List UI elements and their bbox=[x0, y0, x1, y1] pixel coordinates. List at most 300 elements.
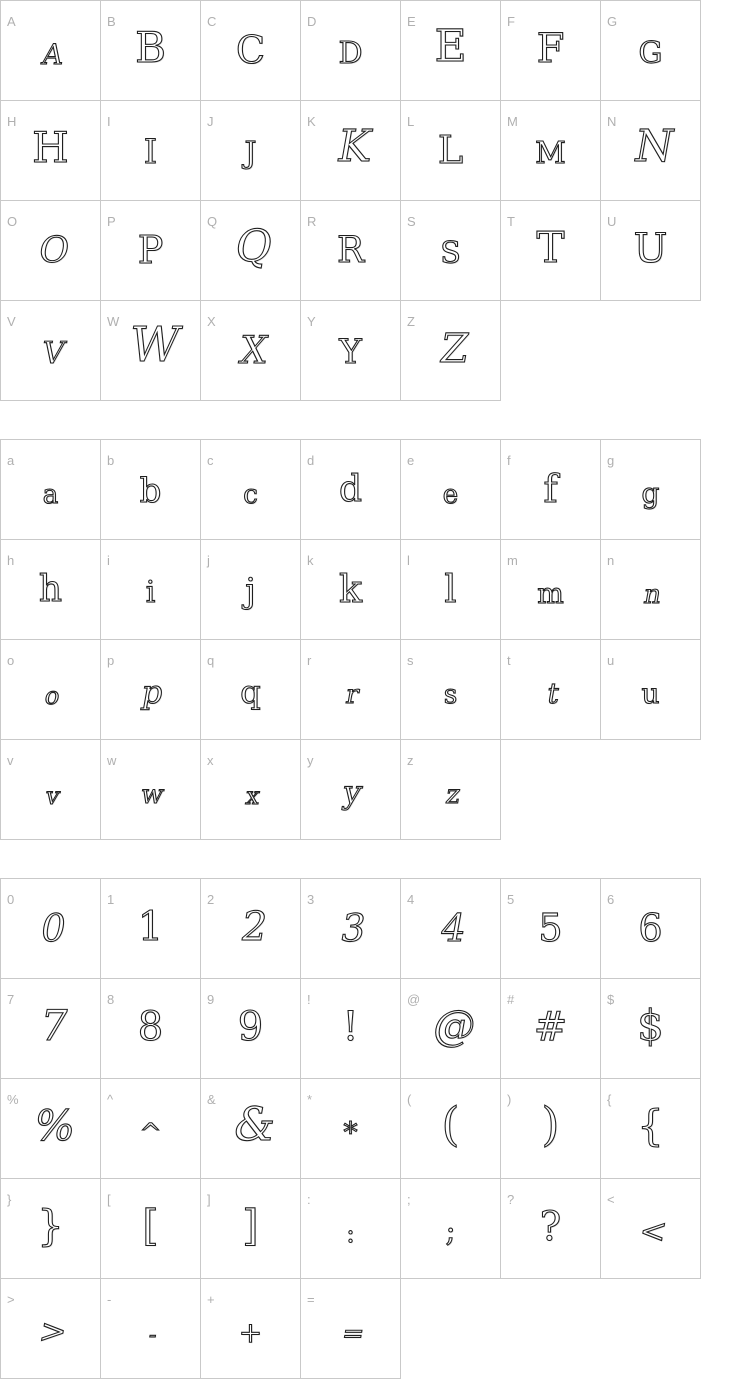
glyph-preview: j bbox=[245, 571, 256, 611]
glyph-cell-label: z bbox=[407, 753, 414, 768]
glyph-cell-label: T bbox=[507, 214, 515, 229]
glyph-cell-label: I bbox=[107, 114, 111, 129]
glyph-preview-box bbox=[401, 101, 500, 172]
glyph-preview-box bbox=[601, 440, 700, 508]
glyph-preview: s bbox=[443, 680, 458, 710]
glyph-preview: O bbox=[35, 230, 73, 271]
glyph-cell bbox=[1, 540, 101, 640]
glyph-cell bbox=[401, 640, 501, 740]
glyph-preview-box bbox=[401, 979, 500, 1050]
glyph-preview: 5 bbox=[538, 906, 563, 950]
glyph-cell-label: u bbox=[607, 653, 615, 668]
glyph-cell bbox=[201, 101, 301, 201]
glyph-preview: f bbox=[543, 467, 558, 511]
glyph-cell bbox=[101, 1, 201, 101]
glyph-cell-label: H bbox=[7, 114, 17, 129]
glyph-cell bbox=[301, 1, 401, 101]
glyph-cell bbox=[501, 101, 601, 201]
glyph-preview: v bbox=[43, 782, 62, 810]
glyph-cell bbox=[1, 1179, 101, 1279]
glyph-cell-label: w bbox=[107, 753, 117, 768]
glyph-cell-label: b bbox=[107, 453, 115, 468]
glyph-cell bbox=[401, 440, 501, 540]
glyph-preview: a bbox=[42, 480, 59, 510]
glyph-cell-label: h bbox=[7, 553, 15, 568]
glyph-cell bbox=[201, 540, 301, 640]
glyph-preview-box bbox=[501, 201, 600, 272]
glyph-preview: q bbox=[240, 673, 261, 711]
glyph-preview: N bbox=[630, 121, 679, 172]
glyph-preview-box bbox=[301, 440, 400, 508]
glyph-preview-box bbox=[401, 201, 500, 269]
glyph-preview-box bbox=[301, 201, 400, 269]
glyph-preview-box bbox=[601, 1179, 700, 1250]
glyph-preview-box bbox=[101, 640, 200, 711]
glyph-preview-box bbox=[601, 979, 700, 1050]
glyph-preview: S bbox=[440, 236, 461, 271]
glyph-preview: $ bbox=[637, 1001, 664, 1050]
glyph-preview: P bbox=[137, 228, 164, 272]
glyph-cell bbox=[301, 201, 401, 301]
glyph-preview-box bbox=[1, 740, 100, 808]
glyph-preview: o bbox=[42, 682, 63, 710]
glyph-cell-label: } bbox=[7, 1192, 12, 1207]
glyph-preview-box bbox=[601, 640, 700, 708]
glyph-preview: > bbox=[36, 1312, 71, 1350]
glyph-preview-box bbox=[1, 440, 100, 508]
glyph-cell-label: < bbox=[607, 1192, 615, 1207]
glyph-preview: I bbox=[143, 132, 158, 172]
glyph-preview-box bbox=[401, 301, 500, 372]
glyph-preview-box bbox=[201, 440, 300, 508]
glyph-preview-box bbox=[301, 979, 400, 1050]
glyph-cell-label: P bbox=[107, 214, 116, 229]
glyph-cell bbox=[301, 640, 401, 740]
glyph-cell-label: > bbox=[7, 1292, 15, 1307]
glyph-cell-label: [ bbox=[107, 1192, 111, 1207]
glyph-preview-box bbox=[101, 740, 200, 808]
glyph-cell bbox=[601, 540, 701, 640]
glyph-cell-label: l bbox=[407, 553, 410, 568]
glyph-cell-label: 8 bbox=[107, 992, 115, 1007]
glyph-cell bbox=[301, 879, 401, 979]
glyph-cell bbox=[201, 440, 301, 540]
glyph-cell-label: 9 bbox=[207, 992, 215, 1007]
glyph-preview: k bbox=[338, 567, 363, 611]
glyph-cell bbox=[301, 740, 401, 840]
glyph-preview-box bbox=[101, 540, 200, 608]
glyph-preview-box bbox=[101, 201, 200, 272]
glyph-cell-label: c bbox=[207, 453, 214, 468]
glyph-preview: J bbox=[244, 136, 257, 171]
glyph-cell-label: M bbox=[507, 114, 518, 129]
glyph-cell bbox=[301, 540, 401, 640]
glyph-cell bbox=[501, 1179, 601, 1279]
glyph-cell bbox=[401, 1, 501, 101]
glyph-preview: [ bbox=[142, 1201, 159, 1250]
glyph-cell bbox=[201, 1079, 301, 1179]
glyph-cell-label: n bbox=[607, 553, 615, 568]
glyph-cell-label: + bbox=[207, 1292, 215, 1307]
glyph-cell-label: o bbox=[7, 653, 15, 668]
glyph-preview: b bbox=[139, 471, 162, 511]
glyph-cell bbox=[501, 440, 601, 540]
glyph-cell-label: S bbox=[407, 214, 416, 229]
glyph-cell-label: : bbox=[307, 1192, 311, 1207]
glyph-cell-label: = bbox=[307, 1292, 315, 1307]
glyph-cell-label: ? bbox=[507, 1192, 515, 1207]
glyph-preview: r bbox=[343, 680, 362, 710]
glyph-preview-box bbox=[101, 440, 200, 511]
glyph-preview: c bbox=[243, 480, 258, 510]
glyph-preview: F bbox=[536, 26, 565, 72]
glyph-preview: R bbox=[336, 230, 365, 271]
glyph-preview-box bbox=[201, 640, 300, 711]
glyph-preview: l bbox=[444, 567, 457, 611]
glyph-cell-label: G bbox=[607, 14, 618, 29]
glyph-preview-box bbox=[201, 879, 300, 950]
glyph-cell-label: ! bbox=[307, 992, 311, 1007]
glyph-cell-label: x bbox=[207, 753, 214, 768]
glyph-cell-label: { bbox=[607, 1092, 612, 1107]
glyph-preview-box bbox=[1, 1279, 100, 1350]
glyph-preview-box bbox=[301, 1079, 400, 1147]
glyph-preview-box bbox=[201, 301, 300, 372]
glyph-cell-label: Z bbox=[407, 314, 415, 329]
glyph-preview: e bbox=[442, 480, 459, 510]
glyph-preview-box bbox=[601, 879, 700, 950]
glyph-cell bbox=[101, 740, 201, 840]
glyph-preview: ( bbox=[441, 1097, 460, 1151]
glyph-preview-box bbox=[201, 740, 300, 808]
glyph-preview-box bbox=[501, 440, 600, 511]
glyph-preview: 0 bbox=[37, 906, 70, 950]
glyph-cell bbox=[101, 979, 201, 1079]
glyph-preview-box bbox=[1, 301, 100, 369]
glyph-cell-label: 4 bbox=[407, 892, 415, 907]
glyph-cell-label: L bbox=[407, 114, 415, 129]
glyph-preview-box bbox=[501, 1179, 600, 1250]
glyph-preview-box bbox=[601, 1079, 700, 1150]
glyph-preview-box bbox=[401, 540, 500, 611]
glyph-preview-box bbox=[301, 301, 400, 372]
glyph-cell bbox=[101, 640, 201, 740]
glyph-cell bbox=[201, 879, 301, 979]
glyph-preview-box bbox=[201, 1279, 300, 1347]
glyph-cell bbox=[201, 1179, 301, 1279]
glyph-preview-box bbox=[501, 1079, 600, 1151]
glyph-preview: = bbox=[339, 1319, 367, 1349]
glyph-preview: ) bbox=[541, 1097, 560, 1151]
glyph-preview: ^ bbox=[139, 1119, 162, 1149]
glyph-cell bbox=[601, 640, 701, 740]
glyph-cell bbox=[601, 1179, 701, 1279]
glyph-preview: i bbox=[145, 575, 156, 610]
glyph-cell bbox=[401, 301, 501, 401]
glyph-preview: & bbox=[229, 1097, 280, 1151]
glyph-preview: - bbox=[146, 1323, 159, 1348]
glyph-preview-box bbox=[401, 1179, 500, 1247]
glyph-cell bbox=[201, 301, 301, 401]
glyph-preview: t bbox=[544, 677, 562, 710]
glyph-cell bbox=[601, 201, 701, 301]
glyph-preview: D bbox=[338, 36, 363, 71]
glyph-preview-box bbox=[301, 1179, 400, 1247]
glyph-cell-label: C bbox=[207, 14, 217, 29]
glyph-cell-label: O bbox=[7, 214, 18, 229]
glyph-cell bbox=[201, 979, 301, 1079]
glyph-preview: ] bbox=[242, 1201, 259, 1250]
glyph-cell bbox=[401, 540, 501, 640]
glyph-preview: V bbox=[39, 336, 68, 371]
glyph-cell-label: D bbox=[307, 14, 317, 29]
glyph-cell bbox=[501, 540, 601, 640]
glyph-cell-label: % bbox=[7, 1092, 19, 1107]
glyph-preview: } bbox=[37, 1201, 64, 1250]
glyph-preview: C bbox=[235, 28, 266, 72]
glyph-cell-label: a bbox=[7, 453, 15, 468]
glyph-cell-label: j bbox=[207, 553, 210, 568]
glyph-preview: * bbox=[343, 1116, 358, 1149]
glyph-preview: m bbox=[537, 577, 564, 610]
glyph-cell-label: e bbox=[407, 453, 415, 468]
glyph-preview: E bbox=[434, 21, 467, 72]
glyph-preview-box bbox=[501, 979, 600, 1050]
glyph-preview-box bbox=[101, 301, 200, 373]
glyph-cell bbox=[1, 879, 101, 979]
glyph-cell bbox=[301, 301, 401, 401]
glyph-preview: w bbox=[139, 780, 167, 810]
glyph-cell bbox=[501, 1079, 601, 1179]
glyph-cell-label: E bbox=[407, 14, 416, 29]
glyph-cell-label: & bbox=[207, 1092, 216, 1107]
glyph-preview: { bbox=[637, 1101, 664, 1150]
glyph-cell bbox=[201, 201, 301, 301]
glyph-cell bbox=[101, 540, 201, 640]
uppercase-glyph-grid bbox=[0, 0, 701, 401]
glyph-cell-label: ) bbox=[507, 1092, 512, 1107]
glyph-cell-label: p bbox=[107, 653, 115, 668]
glyph-cell bbox=[601, 440, 701, 540]
glyph-preview: # bbox=[533, 1004, 568, 1050]
glyph-cell-label: R bbox=[307, 214, 317, 229]
glyph-cell-label: r bbox=[307, 653, 312, 668]
glyph-preview-box bbox=[301, 1279, 400, 1347]
glyph-cell bbox=[101, 1279, 201, 1379]
glyph-cell bbox=[301, 1179, 401, 1279]
glyph-preview: Y bbox=[339, 332, 362, 372]
glyph-cell-label: 7 bbox=[7, 992, 15, 1007]
glyph-cell bbox=[201, 640, 301, 740]
glyph-cell bbox=[1, 740, 101, 840]
glyph-preview: % bbox=[30, 1101, 79, 1150]
glyph-cell-label: $ bbox=[607, 992, 615, 1007]
glyph-preview: K bbox=[333, 121, 376, 172]
glyph-preview-box bbox=[301, 540, 400, 611]
glyph-preview-box bbox=[601, 201, 700, 272]
glyph-preview: G bbox=[638, 36, 663, 71]
glyph-preview-box bbox=[201, 201, 300, 272]
glyph-preview: z bbox=[443, 780, 463, 810]
glyph-preview: B bbox=[135, 23, 166, 72]
glyph-preview-box bbox=[301, 1, 400, 69]
glyph-preview-box bbox=[501, 640, 600, 708]
glyph-cell bbox=[301, 979, 401, 1079]
glyph-cell bbox=[501, 879, 601, 979]
glyph-cell bbox=[601, 101, 701, 201]
glyph-preview-box bbox=[301, 740, 400, 811]
glyph-preview-box bbox=[101, 1, 200, 72]
glyph-preview-box bbox=[401, 740, 500, 808]
glyph-cell-label: @ bbox=[407, 992, 421, 1007]
glyph-cell-label: 1 bbox=[107, 892, 115, 907]
glyph-preview-box bbox=[201, 1079, 300, 1151]
glyph-preview-box bbox=[1, 101, 100, 172]
glyph-cell-label: 5 bbox=[507, 892, 515, 907]
glyph-preview-box bbox=[101, 879, 200, 950]
glyph-cell bbox=[401, 1179, 501, 1279]
glyph-cell bbox=[601, 979, 701, 1079]
glyph-cell bbox=[1, 1, 101, 101]
glyph-cell bbox=[101, 101, 201, 201]
glyph-preview-box bbox=[201, 979, 300, 1050]
glyph-cell-label: g bbox=[607, 453, 615, 468]
glyph-preview-box bbox=[401, 1079, 500, 1151]
glyph-cell bbox=[101, 1079, 201, 1179]
glyph-cell-label: 0 bbox=[7, 892, 15, 907]
glyph-cell-label: * bbox=[307, 1092, 313, 1107]
glyph-cell bbox=[101, 440, 201, 540]
glyph-preview-box bbox=[501, 101, 600, 169]
glyph-preview: x bbox=[243, 782, 262, 810]
glyph-preview-box bbox=[1, 979, 100, 1050]
glyph-preview: 8 bbox=[137, 1004, 164, 1050]
glyph-cell-label: t bbox=[507, 653, 511, 668]
glyph-preview-box bbox=[101, 1179, 200, 1250]
glyph-cell bbox=[301, 1079, 401, 1179]
glyph-cell-label: X bbox=[207, 314, 216, 329]
glyph-cell-label: N bbox=[607, 114, 617, 129]
glyph-preview-box bbox=[1, 640, 100, 708]
glyph-cell-label: Q bbox=[207, 214, 218, 229]
glyph-preview: A bbox=[40, 38, 67, 71]
glyph-cell-label: B bbox=[107, 14, 116, 29]
glyph-cell-label: q bbox=[207, 653, 215, 668]
glyph-preview-box bbox=[301, 640, 400, 708]
glyph-preview-box bbox=[201, 540, 300, 611]
glyph-cell-label: 3 bbox=[307, 892, 315, 907]
glyph-preview-box bbox=[301, 101, 400, 172]
glyph-cell bbox=[201, 1279, 301, 1379]
glyph-cell-label: k bbox=[307, 553, 314, 568]
glyph-preview-box bbox=[1, 1079, 100, 1150]
glyph-preview: Z bbox=[436, 326, 472, 372]
glyph-preview: 6 bbox=[638, 906, 663, 950]
glyph-preview: T bbox=[536, 223, 565, 272]
glyph-cell bbox=[301, 101, 401, 201]
glyph-cell bbox=[201, 740, 301, 840]
glyph-preview-box bbox=[101, 1079, 200, 1147]
glyph-cell bbox=[201, 1, 301, 101]
glyph-cell bbox=[601, 879, 701, 979]
glyph-cell bbox=[401, 979, 501, 1079]
glyph-preview: + bbox=[238, 1316, 263, 1349]
glyph-preview-box bbox=[201, 101, 300, 169]
glyph-preview: 9 bbox=[237, 1004, 264, 1050]
glyph-preview-box bbox=[1, 1179, 100, 1250]
glyph-cell-label: J bbox=[207, 114, 214, 129]
glyph-cell bbox=[1, 1079, 101, 1179]
glyph-cell bbox=[401, 201, 501, 301]
glyph-preview: M bbox=[535, 136, 566, 171]
glyph-cell-label: 6 bbox=[607, 892, 615, 907]
glyph-preview: 1 bbox=[137, 904, 164, 950]
glyph-preview-box bbox=[1, 879, 100, 950]
glyph-cell bbox=[101, 201, 201, 301]
glyph-cell-label: 2 bbox=[207, 892, 215, 907]
glyph-preview-box bbox=[401, 1, 500, 72]
glyph-cell bbox=[501, 1, 601, 101]
glyph-preview-box bbox=[201, 1, 300, 72]
glyph-preview-box bbox=[401, 640, 500, 708]
glyph-cell-label: ( bbox=[407, 1092, 412, 1107]
numbers-symbols-glyph-grid bbox=[0, 878, 701, 1379]
glyph-cell-label: ] bbox=[207, 1192, 211, 1207]
glyph-preview-box bbox=[301, 879, 400, 950]
glyph-cell bbox=[301, 1279, 401, 1379]
glyph-preview: y bbox=[340, 773, 366, 811]
glyph-cell-label: ^ bbox=[107, 1092, 114, 1107]
glyph-cell bbox=[401, 740, 501, 840]
glyph-cell-label: # bbox=[507, 992, 515, 1007]
glyph-cell-label: ; bbox=[407, 1192, 411, 1207]
glyph-preview-box bbox=[1, 540, 100, 608]
glyph-cell bbox=[1, 979, 101, 1079]
glyph-cell bbox=[401, 1079, 501, 1179]
glyph-cell bbox=[1, 640, 101, 740]
glyph-preview: : bbox=[346, 1219, 355, 1249]
glyph-preview-box bbox=[101, 101, 200, 172]
glyph-cell-label: - bbox=[107, 1292, 112, 1307]
glyph-cell bbox=[1, 301, 101, 401]
glyph-cell-label: Y bbox=[307, 314, 316, 329]
glyph-cell-label: V bbox=[7, 314, 16, 329]
glyph-cell bbox=[1, 201, 101, 301]
glyph-preview-box bbox=[401, 879, 500, 950]
glyph-preview: ? bbox=[539, 1204, 562, 1250]
glyph-cell bbox=[101, 1179, 201, 1279]
glyph-cell bbox=[501, 201, 601, 301]
glyph-cell bbox=[401, 879, 501, 979]
glyph-cell bbox=[101, 879, 201, 979]
glyph-preview: < bbox=[636, 1212, 671, 1250]
glyph-preview-box bbox=[1, 1, 100, 69]
glyph-preview: @ bbox=[428, 1001, 480, 1050]
glyph-preview-box bbox=[501, 540, 600, 608]
glyph-preview: d bbox=[338, 469, 363, 510]
glyph-cell bbox=[1, 1279, 101, 1379]
glyph-preview: 4 bbox=[437, 906, 470, 950]
glyph-cell bbox=[601, 1079, 701, 1179]
glyph-cell bbox=[301, 440, 401, 540]
glyph-preview-box bbox=[601, 101, 700, 172]
glyph-preview: Q bbox=[231, 221, 277, 272]
glyph-preview: n bbox=[641, 580, 664, 610]
glyph-preview-box bbox=[401, 440, 500, 508]
glyph-cell bbox=[101, 301, 201, 401]
glyph-preview: H bbox=[32, 123, 69, 172]
glyph-preview: X bbox=[236, 328, 272, 372]
